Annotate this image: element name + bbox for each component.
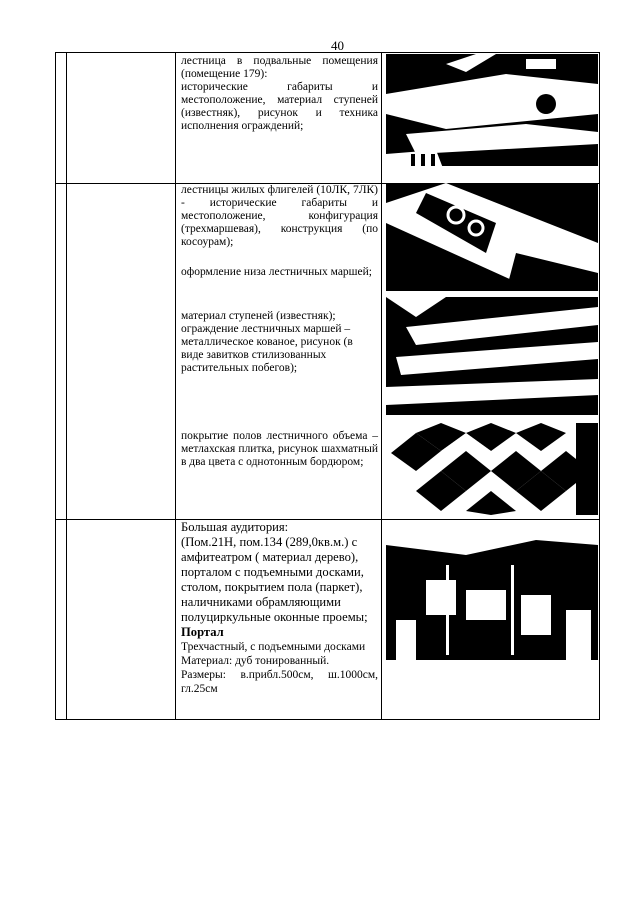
row-1-heading: лестница в подвальные помещения (помещение 179): xyxy=(181,55,378,80)
auditorium-description: (Пом.21Н, пом.134 (289,0кв.м.) с амфитеатром ( материал дерево), порталом с подъемными досками, столом, покрытием пола (паркет), наличниками обрамляющими полуциркульные оконные проемы; xyxy=(181,535,368,624)
portal-heading: Портал xyxy=(181,625,224,639)
row-2-text-2: оформление низа лестничных маршей; xyxy=(181,266,372,278)
portal-line-1: Трехчастный, с подъемными досками xyxy=(181,641,366,653)
portal-line-2: Материал: дуб тонированный. xyxy=(181,655,330,667)
auditorium-title: Большая аудитория: xyxy=(181,520,289,534)
auditorium-portal-photo xyxy=(386,520,598,675)
stone-steps-photo xyxy=(386,297,598,415)
page-number: 40 xyxy=(331,38,344,53)
basement-stair-photo xyxy=(386,54,598,176)
row-2-text-1: лестницы жилых флигелей (10ЛК, 7ЛК) - исторические габариты и местоположение, конфигурация (трехмаршевая), конструкция (по косоурам); xyxy=(181,184,378,248)
row-2-text-4: покрытие полов лестничного объема – метлахская плитка, рисунок шахматный в два цвета с однотонным бордюром; xyxy=(181,430,378,468)
row-1-details: исторические габариты и местоположение, материал ступеней (известняк), рисунок и техника исполнения ограждений; xyxy=(181,81,378,132)
wrought-railing-photo xyxy=(386,183,598,291)
row-1-text xyxy=(181,55,378,133)
portal-line-3: Размеры: в.прибл.500см, ш.1000см, гл.25см xyxy=(181,669,378,695)
row-3-text xyxy=(181,520,378,696)
column-divider xyxy=(381,53,382,719)
checkered-floor-photo xyxy=(386,423,598,515)
column-divider xyxy=(66,53,67,719)
row-2-text-3: материал ступеней (известняк); ограждение лестничных маршей – металлическое кованое, рисунок (в виде завитков стилизованных растительных побегов); xyxy=(181,310,353,374)
column-divider xyxy=(175,53,176,719)
